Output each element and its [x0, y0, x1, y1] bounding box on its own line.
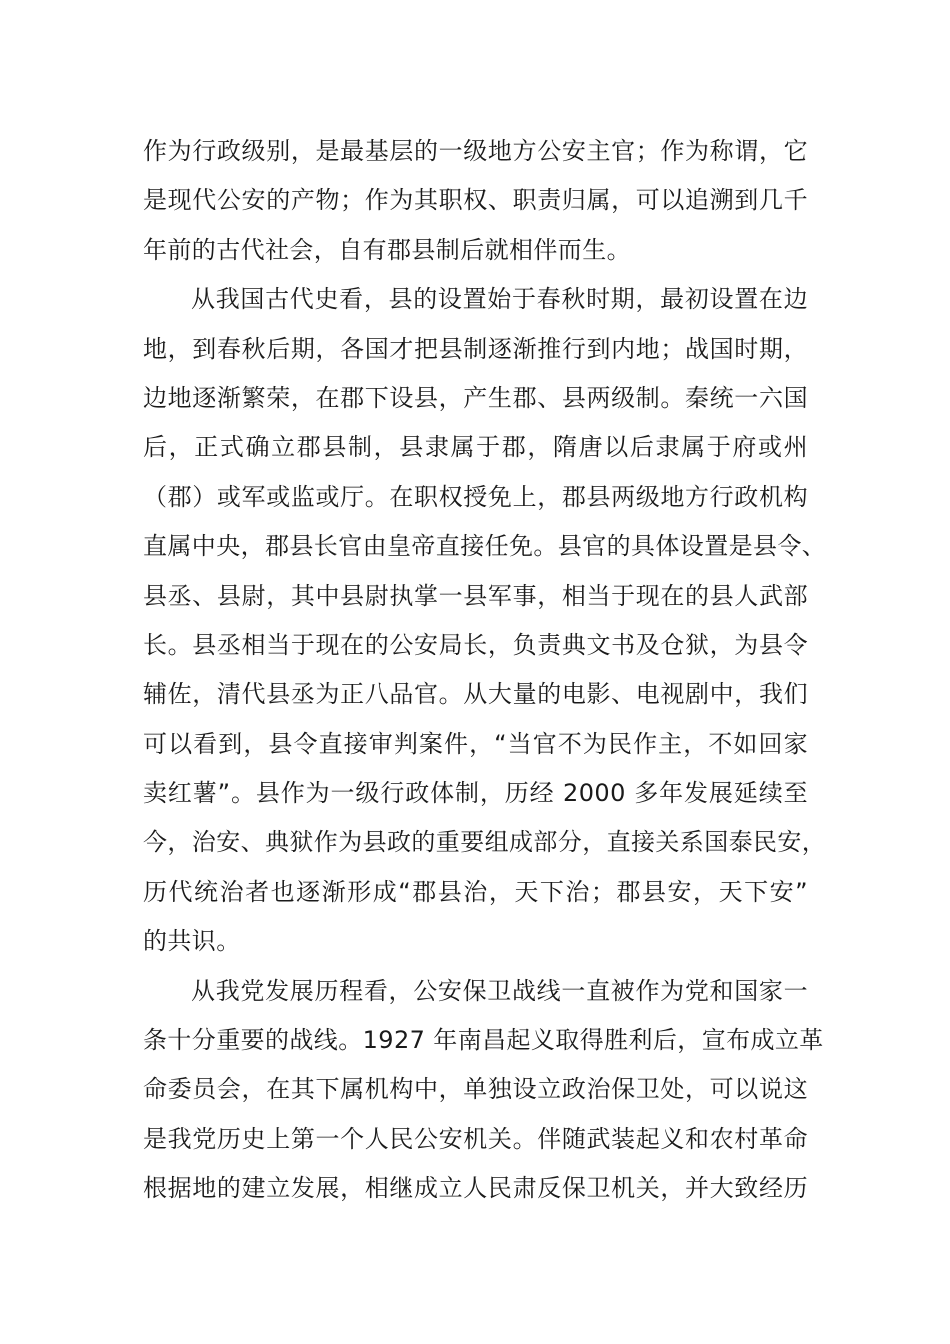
text-line: 的共识。: [143, 927, 241, 956]
text-line: 年前的古代社会，自有郡县制后就相伴而生。: [143, 235, 631, 264]
text-line: 后，正式确立郡县制，县隶属于郡，隋唐以后隶属于府或州: [143, 433, 808, 462]
text-line: 作为行政级别，是最基层的一级地方公安主官；作为称谓，它: [143, 137, 808, 165]
text-line: （郡）或军或监或厅。在职权授免上，郡县两级地方行政机构: [143, 482, 808, 511]
text-line: 边地逐渐繁荣，在郡下设县，产生郡、县两级制。秦统一六国: [143, 383, 808, 412]
text-line: 命委员会，在其下属机构中，单独设立政治保卫处，可以说这: [143, 1075, 808, 1104]
paragraph: [143, 275, 827, 966]
paragraph: [143, 127, 808, 275]
text-line: 历代统治者也逐渐形成“郡县治，天下治；郡县安，天下安”: [143, 877, 808, 906]
text-line: 地，到春秋后期，各国才把县制逐渐推行到内地；战国时期，: [143, 334, 808, 363]
text-line: 是现代公安的产物；作为其职权、职责归属，可以追溯到几千: [143, 186, 808, 215]
text-line: 条十分重要的战线。1927 年南昌起义取得胜利后，宣布成立革: [143, 1026, 824, 1055]
text-line: 根据地的建立发展，相继成立人民肃反保卫机关，并大致经历: [143, 1174, 808, 1203]
text-line: 卖红薯”。县作为一级行政体制，历经 2000 多年发展延续至: [143, 779, 808, 808]
text-line: 从我党发展历程看，公安保卫战线一直被作为党和国家一: [191, 976, 808, 1005]
text-line: 从我国古代史看，县的设置始于春秋时期，最初设置在边: [191, 285, 808, 314]
text-line: 是我党历史上第一个人民公安机关。伴随武装起义和农村革命: [143, 1124, 808, 1153]
text-line: 直属中央，郡县长官由皇帝直接任免。县官的具体设置是县令、: [143, 532, 827, 561]
text-line: 县丞、县尉，其中县尉执掌一县军事，相当于现在的县人武部: [143, 581, 808, 610]
paragraph: [143, 967, 824, 1214]
text-line: 今，治安、典狱作为县政的重要组成部分，直接关系国泰民安，: [143, 828, 827, 857]
text-line: 辅佐，清代县丞为正八品官。从大量的电影、电视剧中，我们: [143, 680, 808, 709]
text-line: 长。县丞相当于现在的公安局长，负责典文书及仓狱，为县令: [143, 630, 808, 659]
document-body: [143, 127, 827, 1214]
text-line: 可以看到，县令直接审判案件，“当官不为民作主，不如回家: [143, 729, 808, 758]
